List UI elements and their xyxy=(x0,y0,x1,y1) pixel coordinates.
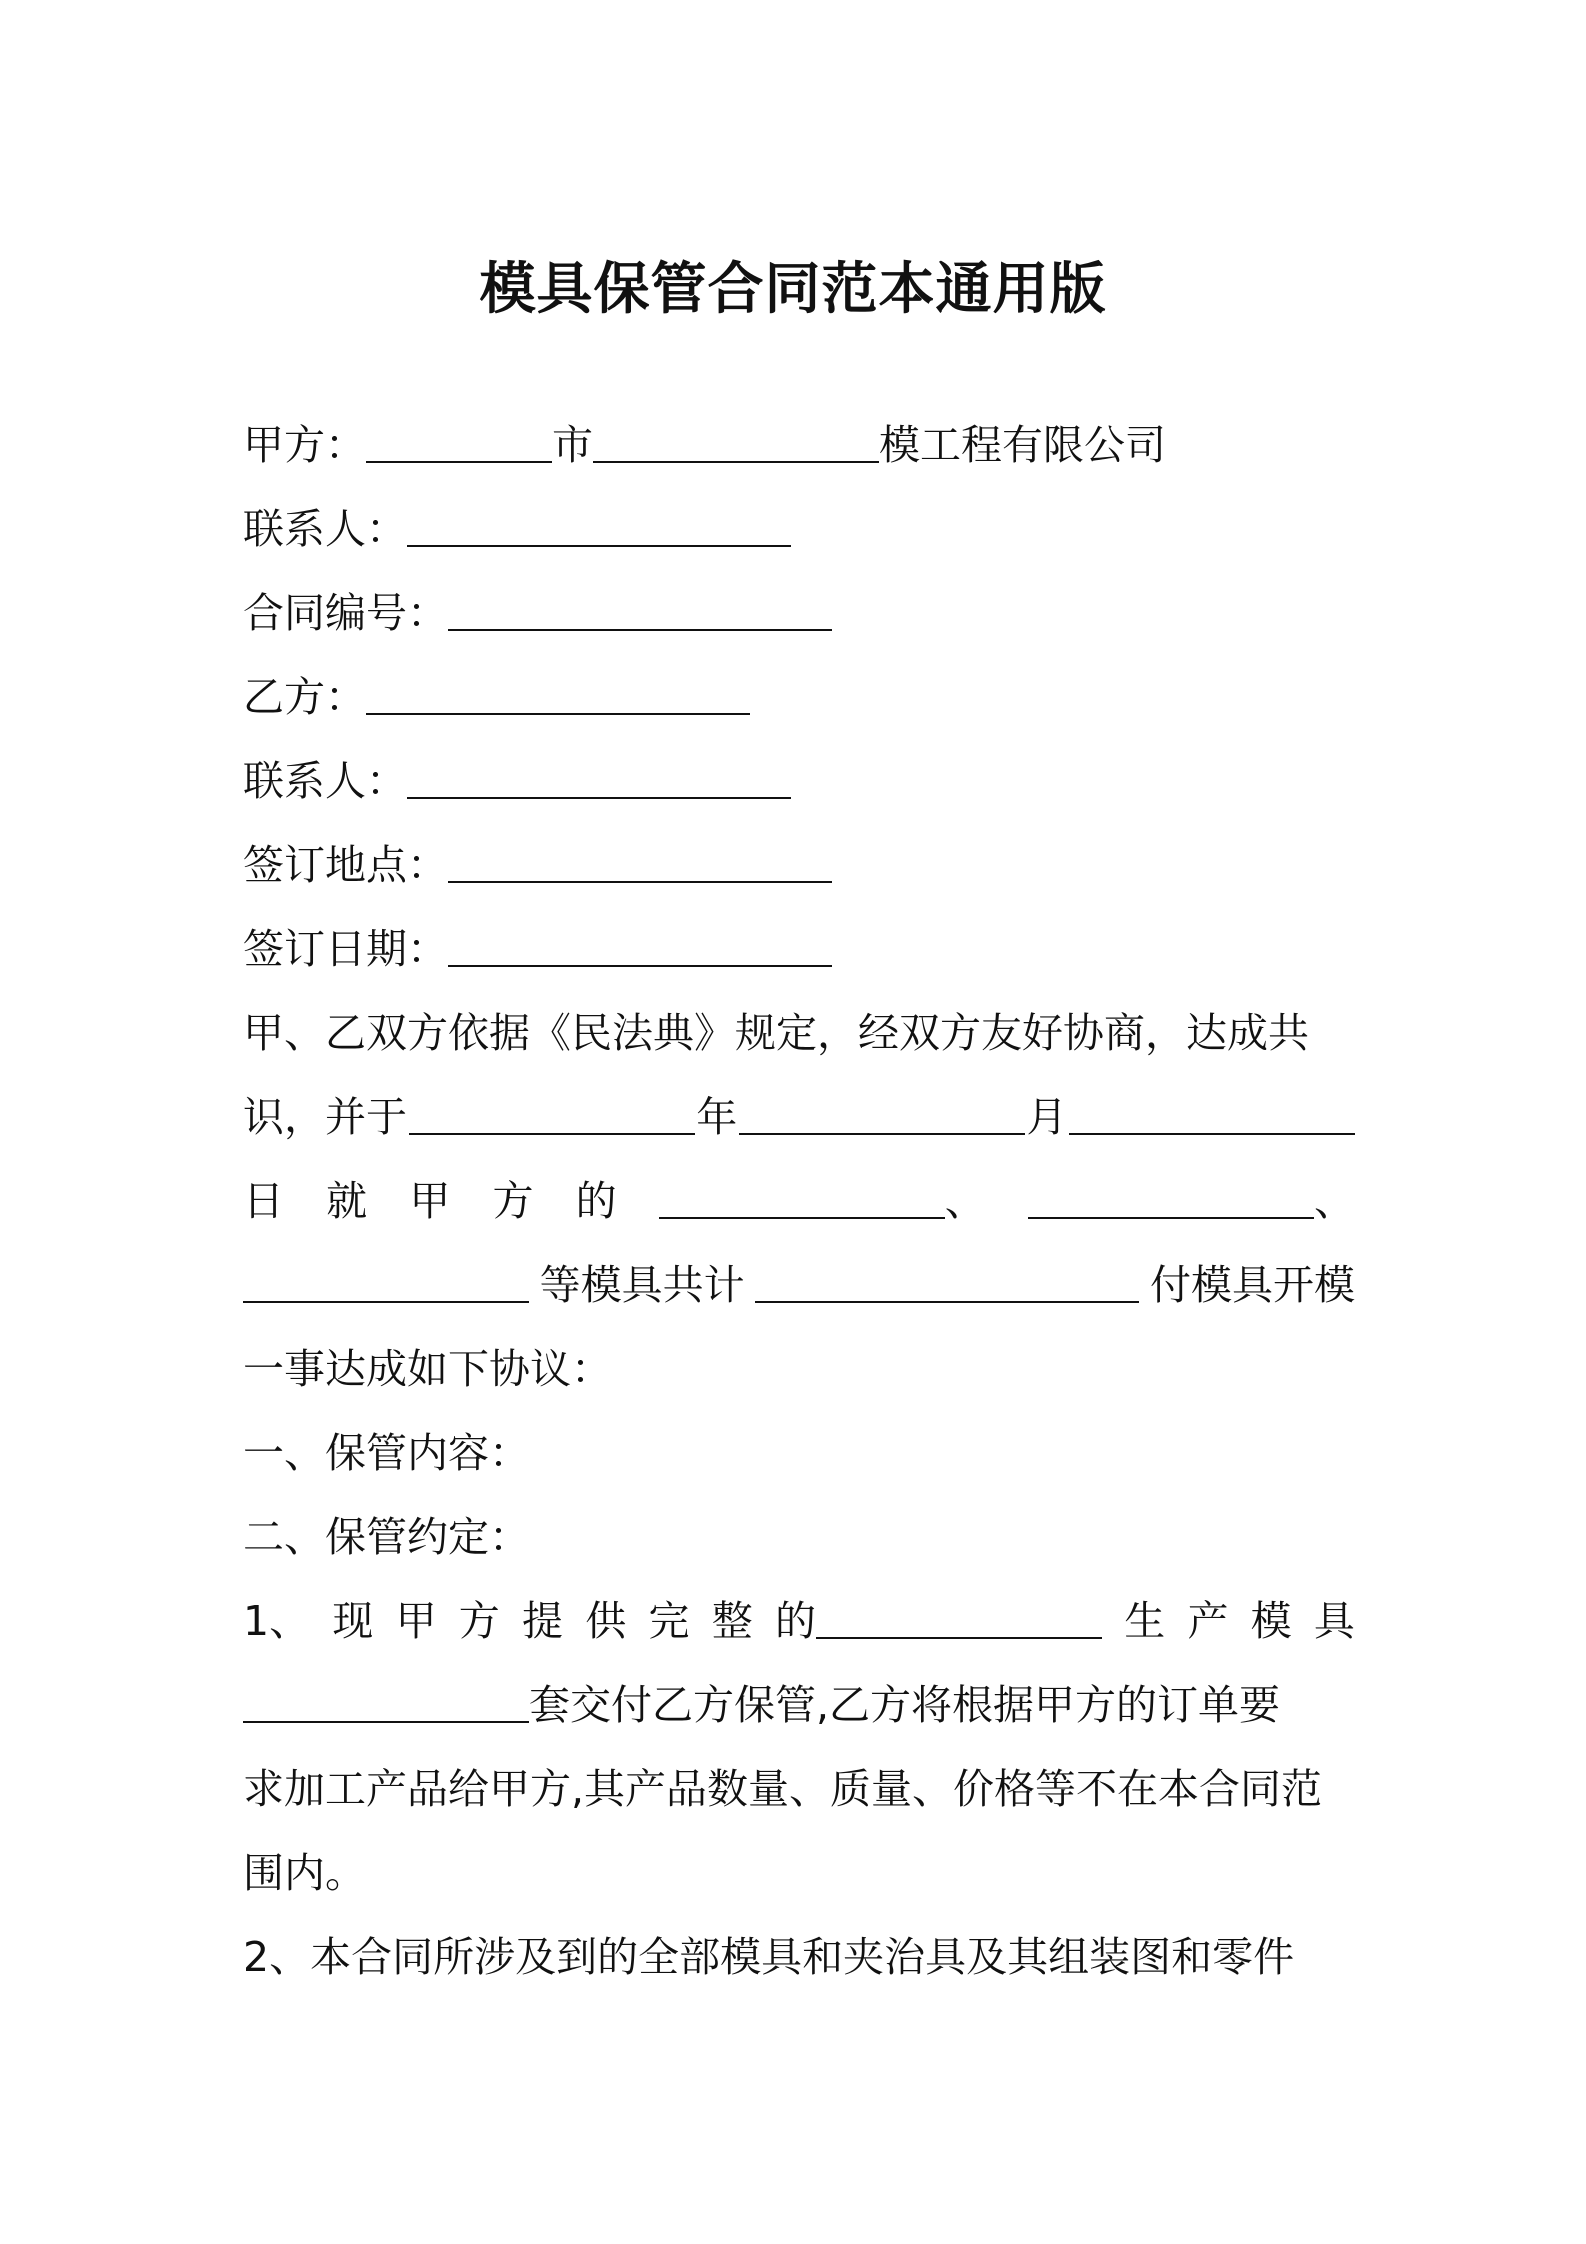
field-label: 签订日期： xyxy=(243,925,448,973)
year-blank xyxy=(409,1087,695,1135)
product-blank xyxy=(816,1591,1102,1639)
clause-char: 整 xyxy=(711,1597,753,1645)
party-a-label: 甲方： xyxy=(243,421,366,469)
clause-char: 供 xyxy=(585,1597,627,1645)
field-sign-place xyxy=(243,830,832,900)
field-blank xyxy=(448,835,832,883)
field-label: 联系人： xyxy=(243,505,407,553)
field-label: 乙方： xyxy=(243,673,366,721)
preamble-text: 识，并于 xyxy=(243,1093,407,1141)
clause-char: 具 xyxy=(1313,1597,1355,1645)
preamble-text: 付模具开模 xyxy=(1149,1261,1355,1309)
clause-1-line-3: 求加工产品给甲方,其产品数量、质量、价格等不在本合同范 xyxy=(243,1765,1323,1813)
preamble-text: 等模具共计 xyxy=(539,1261,745,1309)
year-label: 年 xyxy=(696,1093,738,1141)
mold-blank-2-group xyxy=(1028,1166,1355,1236)
mold-blank xyxy=(659,1171,945,1219)
day-blank xyxy=(1069,1087,1355,1135)
mold-blank-1-group xyxy=(659,1166,986,1236)
month-label: 月 xyxy=(1026,1093,1068,1141)
field-contact-a xyxy=(243,494,791,564)
clause-char: 甲 xyxy=(395,1597,437,1645)
field-label: 合同编号： xyxy=(243,589,448,637)
field-blank xyxy=(448,583,832,631)
clause-char: 现 xyxy=(332,1597,374,1645)
clause-char: 模 xyxy=(1250,1597,1292,1645)
preamble-char: 甲 xyxy=(409,1177,451,1225)
clause-1-line-4: 围内。 xyxy=(243,1849,366,1897)
clause-char: 的 xyxy=(774,1597,816,1645)
clause-text: 套交付乙方保管,乙方将根据甲方的订单要 xyxy=(529,1681,1281,1729)
field-sign-date xyxy=(243,914,832,984)
preamble-line-5: 一事达成如下协议： xyxy=(243,1345,612,1393)
mold-blank xyxy=(1028,1171,1314,1219)
clause-char: 完 xyxy=(648,1597,690,1645)
field-contact-b xyxy=(243,746,791,816)
field-blank xyxy=(448,919,832,967)
field-label: 签订地点： xyxy=(243,841,448,889)
preamble-line-2 xyxy=(243,1082,1355,1152)
mold-blank xyxy=(243,1255,529,1303)
separator: 、 xyxy=(1313,1177,1355,1225)
party-a-city-blank xyxy=(366,415,552,463)
document-title: 模具保管合同范本通用版 xyxy=(479,257,1107,322)
set-count-blank xyxy=(243,1675,529,1723)
section-heading-1: 一、保管内容： xyxy=(243,1429,530,1477)
month-blank xyxy=(739,1087,1025,1135)
preamble-char: 日 xyxy=(243,1177,284,1225)
separator: 、 xyxy=(944,1177,986,1225)
field-contract-number xyxy=(243,578,832,648)
party-a-line xyxy=(243,410,1166,480)
party-a-city-suffix: 市 xyxy=(552,421,593,469)
party-a-company-blank xyxy=(593,415,879,463)
preamble-line-4 xyxy=(243,1250,1355,1320)
field-party-b xyxy=(243,662,750,732)
clause-1-line-1 xyxy=(243,1586,1355,1656)
preamble-char: 就 xyxy=(326,1177,368,1225)
clause-char: 生 xyxy=(1124,1597,1166,1645)
clause-char: 方 xyxy=(458,1597,500,1645)
field-blank xyxy=(407,499,791,547)
clause-char: 1、 xyxy=(243,1597,311,1645)
clause-char: 产 xyxy=(1187,1597,1229,1645)
quantity-blank xyxy=(755,1255,1139,1303)
clause-2-line-1: 2、本合同所涉及到的全部模具和夹治具及其组装图和零件 xyxy=(243,1933,1295,1981)
party-a-company-suffix: 模工程有限公司 xyxy=(879,421,1166,469)
field-label: 联系人： xyxy=(243,757,407,805)
field-blank xyxy=(407,751,791,799)
section-heading-2: 二、保管约定： xyxy=(243,1513,530,1561)
preamble-char: 方 xyxy=(492,1177,534,1225)
preamble-char: 的 xyxy=(575,1177,617,1225)
field-blank xyxy=(366,667,750,715)
preamble-line-1: 甲、乙双方依据《民法典》规定，经双方友好协商，达成共 xyxy=(243,1009,1309,1057)
clause-1-line-2 xyxy=(243,1670,1280,1740)
clause-char-with-blank xyxy=(775,1586,1102,1656)
clause-char: 提 xyxy=(522,1597,564,1645)
preamble-line-3 xyxy=(243,1166,1355,1236)
